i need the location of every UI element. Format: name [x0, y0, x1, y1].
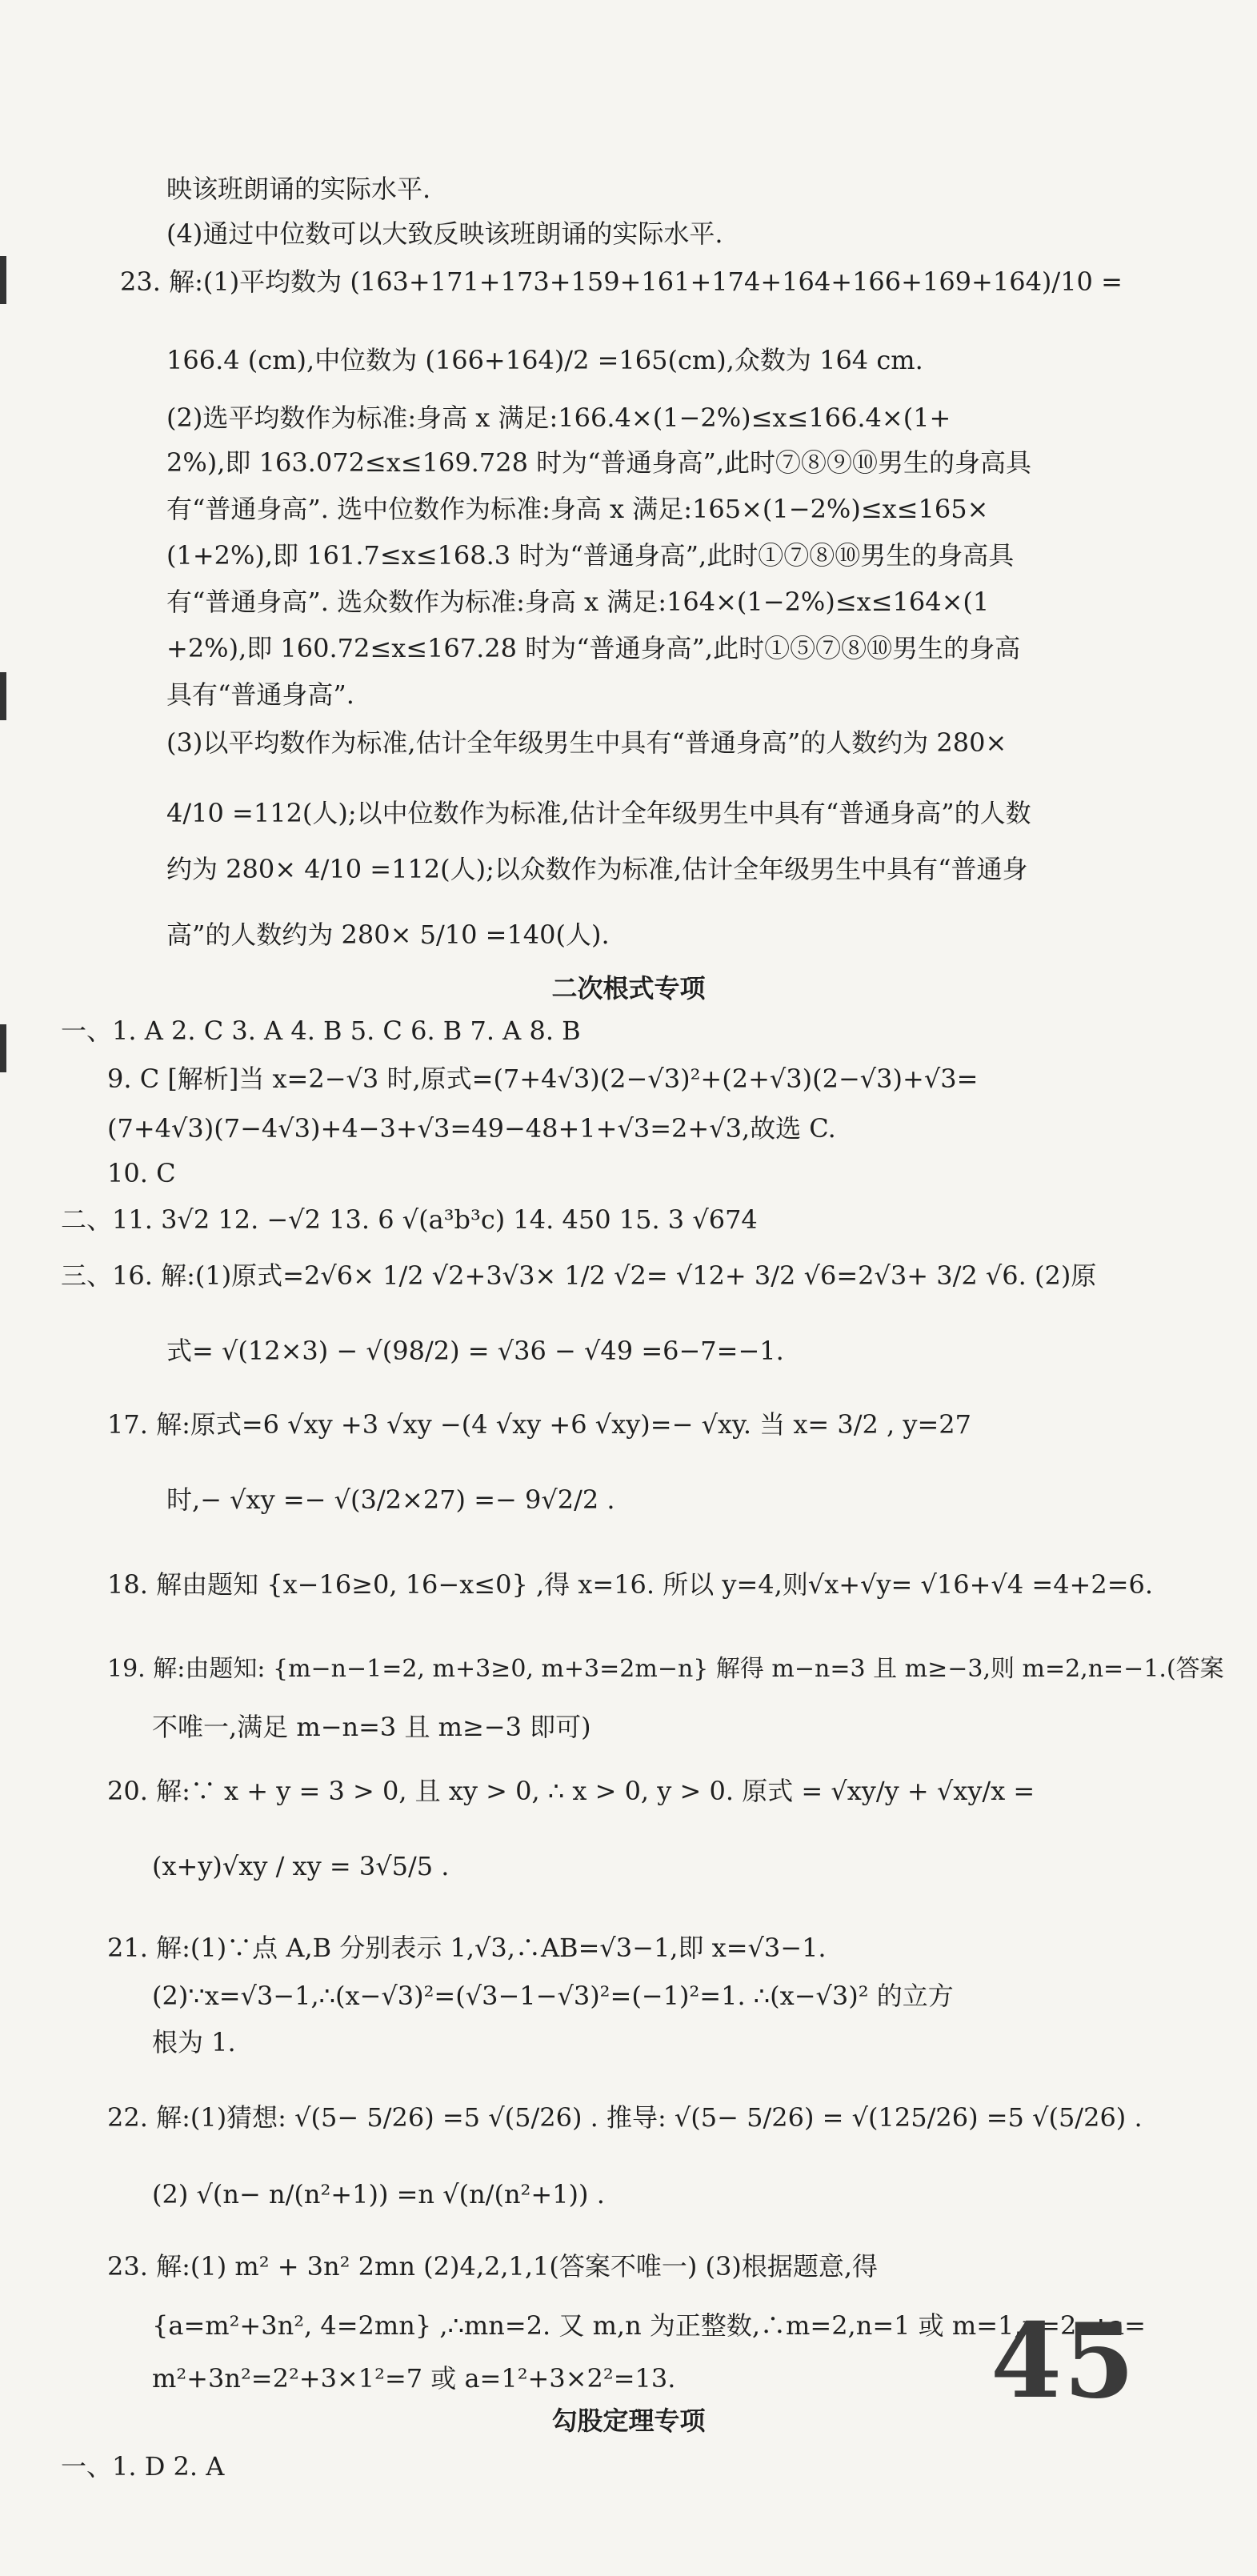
answer-line: 映该班朗诵的实际水平. — [166, 174, 431, 204]
section-heading: 勾股定理专项 — [551, 2406, 706, 2436]
answer-line: 一、1. A 2. C 3. A 4. B 5. C 6. B 7. A 8. B — [61, 1016, 581, 1046]
answer-line: 2%),即 163.072≤x≤169.728 时为“普通身高”,此时⑦⑧⑨⑩男生的身高具 — [166, 447, 1031, 478]
answer-line: 约为 280× 4/10 =112(人);以众数作为标准,估计全年级男生中具有“普通身 — [166, 854, 1028, 884]
answer-line: 式= √(12×3) − √(98/2) = √36 − √49 =6−7=−1. — [166, 1336, 784, 1366]
answer-line: 时,− √xy =− √(3/2×27) =− 9√2/2 . — [166, 1484, 615, 1515]
section-heading: 二次根式专项 — [551, 973, 706, 1004]
answer-line: 有“普通身高”. 选众数作为标准:身高 x 满足:164×(1−2%)≤x≤164×(1 — [166, 587, 990, 617]
answer-line: +2%),即 160.72≤x≤167.28 时为“普通身高”,此时①⑤⑦⑧⑩男生的身高 — [166, 633, 1021, 663]
binding-mark — [0, 672, 6, 720]
answer-line: m²+3n²=2²+3×1²=7 或 a=1²+3×2²=13. — [152, 2363, 676, 2394]
answer-line: (4)通过中位数可以大致反映该班朗诵的实际水平. — [166, 218, 723, 249]
answer-line: (x+y)√xy / xy = 3√5/5 . — [152, 1851, 450, 1881]
answer-line: 19. 解:由题知: {m−n−1=2, m+3≥0, m+3=2m−n} 解得 m−n=3 且 m≥−3,则 m=2,n=−1.(答案 — [107, 1655, 1224, 1683]
answer-line: {a=m²+3n², 4=2mn} ,∴mn=2. 又 m,n 为正整数,∴m=2,n=1 或 m=1,n=2. ∴a= — [152, 2310, 1146, 2341]
answer-line: 有“普通身高”. 选中位数作为标准:身高 x 满足:165×(1−2%)≤x≤165× — [166, 494, 989, 524]
answer-line: 23. 解:(1)平均数为 (163+171+173+159+161+174+164+166+169+164)/10 = — [120, 266, 1123, 297]
answer-line: 具有“普通身高”. — [166, 679, 354, 710]
binding-mark — [0, 256, 6, 304]
answer-line: 21. 解:(1)∵点 A,B 分别表示 1,√3,∴AB=√3−1,即 x=√3−1. — [107, 1933, 827, 1963]
answer-line: 18. 解由题知 {x−16≥0, 16−x≤0} ,得 x=16. 所以 y=4,则√x+√y= √16+√4 =4+2=6. — [107, 1569, 1154, 1600]
answer-line: 二、11. 3√2 12. −√2 13. 6 √(a³b³c) 14. 450 15. 3 √674 — [61, 1204, 758, 1235]
answer-line: 10. C — [107, 1158, 176, 1188]
answer-line: 22. 解:(1)猜想: √(5− 5/26) =5 √(5/26) . 推导: √(5− 5/26) = √(125/26) =5 √(5/26) . — [107, 2102, 1143, 2133]
answer-line: 4/10 =112(人);以中位数作为标准,估计全年级男生中具有“普通身高”的人数 — [166, 798, 1031, 828]
page-number: 45 — [991, 2302, 1137, 2422]
answer-line: (2)选平均数作为标准:身高 x 满足:166.4×(1−2%)≤x≤166.4×(1+ — [166, 403, 951, 433]
answer-line: 9. C [解析]当 x=2−√3 时,原式=(7+4√3)(2−√3)²+(2+√3)(2−√3)+√3= — [107, 1064, 979, 1094]
answer-line: 20. 解:∵ x + y = 3 > 0, 且 xy > 0, ∴ x > 0, y > 0. 原式 = √xy/y + √xy/x = — [107, 1776, 1035, 1806]
answer-line: (3)以平均数作为标准,估计全年级男生中具有“普通身高”的人数约为 280× — [166, 727, 1007, 758]
answer-line: 根为 1. — [152, 2027, 236, 2057]
answer-line: (2) √(n− n/(n²+1)) =n √(n/(n²+1)) . — [152, 2179, 605, 2209]
answer-line: (2)∵x=√3−1,∴(x−√3)²=(√3−1−√3)²=(−1)²=1. ∴(x−√3)² 的立方 — [152, 1981, 954, 2011]
binding-mark — [0, 1024, 6, 1072]
answer-line: 17. 解:原式=6 √xy +3 √xy −(4 √xy +6 √xy)=− √xy. 当 x= 3/2 , y=27 — [107, 1409, 972, 1440]
answer-line: (7+4√3)(7−4√3)+4−3+√3=49−48+1+√3=2+√3,故选 C. — [107, 1113, 836, 1144]
answer-line: (1+2%),即 161.7≤x≤168.3 时为“普通身高”,此时①⑦⑧⑩男生的身高具 — [166, 540, 1015, 571]
answer-line: 一、1. D 2. A — [61, 2451, 225, 2482]
answer-line: 23. 解:(1) m² + 3n² 2mn (2)4,2,1,1(答案不唯一) (3)根据题意,得 — [107, 2251, 879, 2282]
answer-line: 高”的人数约为 280× 5/10 =140(人). — [166, 919, 610, 950]
answer-line: 166.4 (cm),中位数为 (166+164)/2 =165(cm),众数为 164 cm. — [166, 345, 923, 375]
answer-line: 三、16. 解:(1)原式=2√6× 1/2 √2+3√3× 1/2 √2= √12+ 3/2 √6=2√3+ 3/2 √6. (2)原 — [61, 1260, 1097, 1291]
answer-line: 不唯一,满足 m−n=3 且 m≥−3 即可) — [152, 1712, 591, 1742]
